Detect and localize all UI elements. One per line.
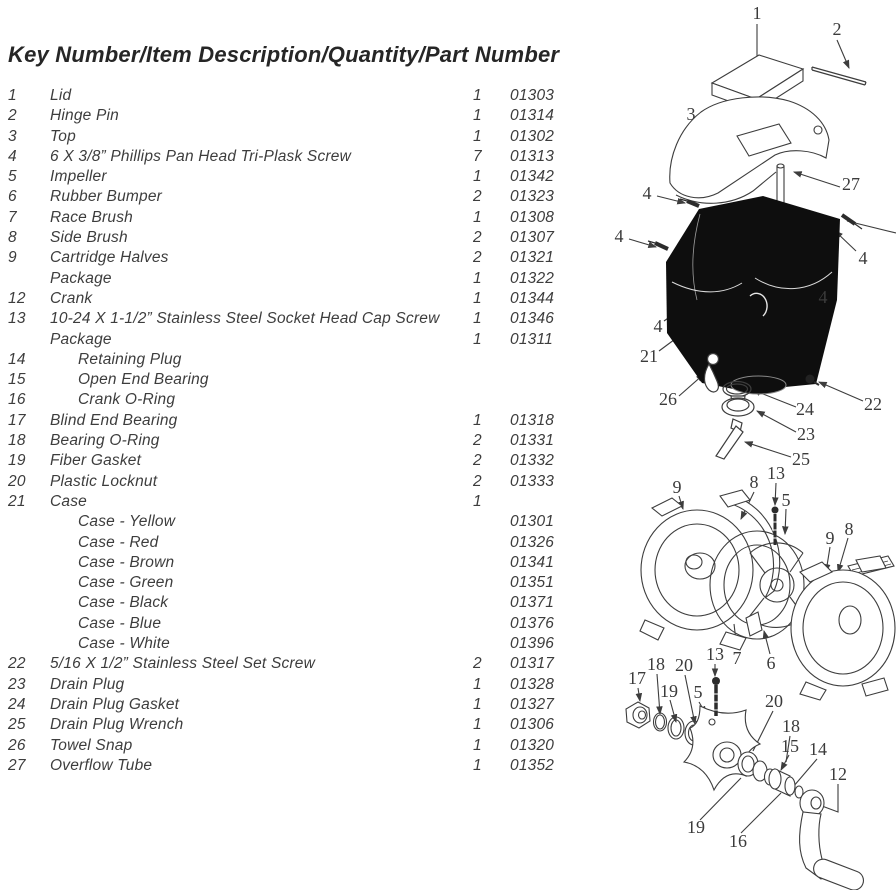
description-cell: Lid — [50, 87, 72, 104]
description-cell: Crank — [50, 289, 93, 307]
cartridge-right-drawing — [791, 556, 895, 700]
key-number-cell: 9 — [8, 249, 17, 267]
quantity-cell: 1 — [473, 756, 482, 774]
callout-number: 23 — [797, 424, 815, 444]
callout-number: 8 — [749, 472, 759, 492]
hinge-pin-drawing — [812, 67, 866, 85]
part-number-cell: 01301 — [510, 513, 555, 531]
part-number-cell: 01332 — [510, 452, 555, 470]
drain-plug-drawing — [722, 396, 754, 416]
part-number-cell: 01326 — [510, 533, 555, 551]
callout-number: 4 — [614, 226, 624, 246]
description-cell: Case - Red — [78, 533, 159, 551]
crank-drawing — [800, 790, 867, 890]
part-number-cell: 01328 — [510, 675, 555, 693]
quantity-cell: 2 — [473, 249, 482, 267]
key-number-cell: 19 — [8, 452, 26, 470]
part-number-cell: 01321 — [510, 249, 555, 267]
part-number-cell: 01303 — [510, 87, 555, 104]
key-number-cell: 25 — [8, 716, 26, 734]
callout-number: 7 — [732, 648, 742, 668]
callout-number: 26 — [659, 389, 677, 409]
key-number-cell: 21 — [8, 492, 26, 510]
description-cell: Case - Black — [78, 594, 169, 612]
quantity-cell: 1 — [473, 675, 482, 693]
blind-end-bearing-drawing — [626, 702, 650, 728]
part-number-cell: 01396 — [510, 635, 555, 653]
description-cell: Side Brush — [50, 229, 128, 247]
part-number-cell: 01318 — [510, 411, 555, 429]
key-number-cell: 18 — [8, 432, 26, 450]
quantity-cell: 1 — [473, 330, 482, 348]
key-number-cell: 7 — [8, 208, 17, 226]
quantity-cell: 2 — [473, 655, 482, 673]
key-number-cell: 23 — [8, 675, 26, 693]
part-number-cell: 01333 — [510, 472, 555, 490]
key-number-cell: 1 — [8, 87, 17, 104]
description-cell: Case - Green — [78, 574, 174, 592]
callout-number: 18 — [647, 654, 665, 674]
callout-number: 17 — [628, 668, 646, 688]
callout-number: 14 — [809, 739, 827, 759]
description-cell: Race Brush — [50, 208, 133, 226]
description-cell: Rubber Bumper — [50, 188, 163, 206]
callout-number: 21 — [640, 346, 658, 366]
key-number-cell: 6 — [8, 188, 17, 206]
callout-number: 19 — [660, 681, 678, 701]
quantity-cell: 1 — [473, 411, 482, 429]
description-cell: Towel Snap — [50, 736, 133, 754]
callout-number: 4 — [642, 183, 652, 203]
quantity-cell: 1 — [473, 269, 482, 287]
quantity-cell: 1 — [473, 716, 482, 734]
description-cell: Case - Brown — [78, 553, 175, 571]
key-number-cell: 4 — [8, 147, 17, 165]
description-cell: Case - Yellow — [78, 513, 176, 531]
quantity-cell: 2 — [473, 229, 482, 247]
callout-number: 16 — [729, 831, 747, 851]
part-number-cell: 01317 — [510, 655, 555, 673]
description-cell: Impeller — [50, 168, 107, 186]
key-number-cell: 27 — [8, 756, 26, 774]
callout-number: 20 — [675, 655, 693, 675]
quantity-cell: 1 — [473, 310, 482, 328]
callout-number: 22 — [864, 394, 882, 414]
quantity-cell: 1 — [473, 107, 482, 125]
crank-hardware-drawing — [738, 752, 803, 798]
description-cell: Bearing O-Ring — [50, 432, 160, 450]
callout-number: 27 — [842, 174, 860, 194]
description-cell: Package — [50, 269, 112, 287]
part-number-cell: 01314 — [510, 107, 555, 125]
key-number-cell: 12 — [8, 289, 26, 307]
description-cell: 5/16 X 1/2” Stainless Steel Set Screw — [50, 655, 316, 673]
description-cell: Plastic Locknut — [50, 472, 158, 490]
part-number-cell: 01346 — [510, 310, 555, 328]
callout-number: 15 — [781, 736, 799, 756]
part-number-cell: 01344 — [510, 289, 555, 307]
callout-number: 12 — [829, 764, 847, 784]
callout-number: 25 — [792, 449, 810, 469]
key-number-cell: 3 — [8, 127, 17, 145]
case-drawing — [666, 196, 840, 394]
callout-number: 19 — [687, 817, 705, 837]
callout-number: 4 — [818, 287, 828, 307]
key-number-cell: 2 — [8, 107, 17, 125]
page-title: Key Number/Item Description/Quantity/Part Number — [8, 42, 560, 67]
description-cell: Case - White — [78, 635, 170, 653]
key-number-cell: 5 — [8, 168, 17, 186]
callout-number: 3 — [686, 104, 696, 124]
description-cell: 10-24 X 1-1/2” Stainless Steel Socket Head Cap Screw — [50, 310, 440, 328]
description-cell: Drain Plug Wrench — [50, 716, 184, 734]
callout-number: 24 — [796, 399, 814, 419]
part-number-cell: 01307 — [510, 229, 555, 247]
callout-number: 8 — [844, 519, 854, 539]
quantity-cell: 1 — [473, 87, 482, 104]
fiber-gasket-left-drawing — [668, 717, 684, 739]
description-cell: Open End Bearing — [78, 371, 209, 389]
description-cell: Crank O-Ring — [78, 391, 176, 409]
key-number-cell: 15 — [8, 371, 26, 389]
part-number-cell: 01322 — [510, 269, 555, 287]
quantity-cell: 1 — [473, 168, 482, 186]
key-number-cell: 26 — [8, 736, 26, 754]
quantity-cell: 1 — [473, 736, 482, 754]
callout-number: 20 — [765, 691, 783, 711]
description-cell: Hinge Pin — [50, 107, 120, 125]
callout-number: 5 — [781, 490, 791, 510]
key-number-cell: 13 — [8, 310, 26, 328]
description-cell: Overflow Tube — [50, 756, 153, 774]
part-number-cell: 01331 — [510, 432, 555, 450]
quantity-cell: 1 — [473, 127, 482, 145]
callout-number: 1 — [752, 3, 762, 23]
key-number-cell: 14 — [8, 350, 26, 368]
callout-number: 13 — [767, 463, 785, 483]
quantity-cell: 1 — [473, 289, 482, 307]
description-cell: Drain Plug Gasket — [50, 695, 180, 713]
quantity-cell: 2 — [473, 452, 482, 470]
bearing-oring-left-drawing — [654, 713, 667, 731]
part-number-cell: 01323 — [510, 188, 555, 206]
callout-number: 4 — [858, 248, 868, 268]
part-number-cell: 01376 — [510, 614, 555, 632]
quantity-cell: 1 — [473, 695, 482, 713]
part-number-cell: 01327 — [510, 695, 555, 713]
part-number-cell: 01306 — [510, 716, 555, 734]
key-number-cell: 17 — [8, 411, 26, 429]
description-cell: 6 X 3/8” Phillips Pan Head Tri-Plask Screw — [50, 147, 352, 165]
part-number-cell: 01342 — [510, 168, 555, 186]
description-cell: Drain Plug — [50, 675, 125, 693]
callout-number: 5 — [693, 682, 703, 702]
part-number-cell: 01302 — [510, 127, 555, 145]
impeller-bottom-drawing — [684, 706, 760, 790]
quantity-cell: 2 — [473, 472, 482, 490]
key-number-cell: 16 — [8, 391, 26, 409]
cap-screw-bottom-drawing — [712, 677, 720, 716]
callout-number: 2 — [832, 19, 842, 39]
description-cell: Cartridge Halves — [50, 249, 169, 267]
part-number-cell: 01351 — [510, 574, 555, 592]
description-cell: Fiber Gasket — [50, 452, 142, 470]
description-cell: Case - Blue — [78, 614, 162, 632]
key-number-cell: 22 — [8, 655, 26, 673]
callout-number: 9 — [825, 528, 835, 548]
key-number-cell: 20 — [8, 472, 26, 490]
key-number-cell: 24 — [8, 695, 26, 713]
callout-number: 9 — [672, 477, 682, 497]
part-number-cell: 01311 — [510, 330, 553, 348]
drain-plug-wrench-drawing — [716, 419, 743, 459]
quantity-cell: 1 — [473, 492, 482, 510]
callout-number: 18 — [782, 716, 800, 736]
part-number-cell: 01371 — [510, 594, 555, 612]
description-cell: Retaining Plug — [78, 350, 182, 368]
callout-number: 13 — [706, 644, 724, 664]
description-cell: Case — [50, 492, 87, 510]
part-number-cell: 01320 — [510, 736, 555, 754]
quantity-cell: 7 — [473, 147, 482, 165]
part-number-cell: 01308 — [510, 208, 555, 226]
quantity-cell: 2 — [473, 188, 482, 206]
callout-number: 4 — [653, 316, 663, 336]
description-cell: Blind End Bearing — [50, 411, 178, 429]
description-cell: Top — [50, 127, 76, 145]
rubber-bumper-drawing — [746, 612, 762, 636]
callout-number: 6 — [766, 653, 776, 673]
part-number-cell: 01352 — [510, 756, 555, 774]
part-number-cell: 01313 — [510, 147, 555, 165]
quantity-cell: 1 — [473, 208, 482, 226]
part-number-cell: 01341 — [510, 553, 555, 571]
description-cell: Package — [50, 330, 112, 348]
quantity-cell: 2 — [473, 432, 482, 450]
key-number-cell: 8 — [8, 229, 17, 247]
